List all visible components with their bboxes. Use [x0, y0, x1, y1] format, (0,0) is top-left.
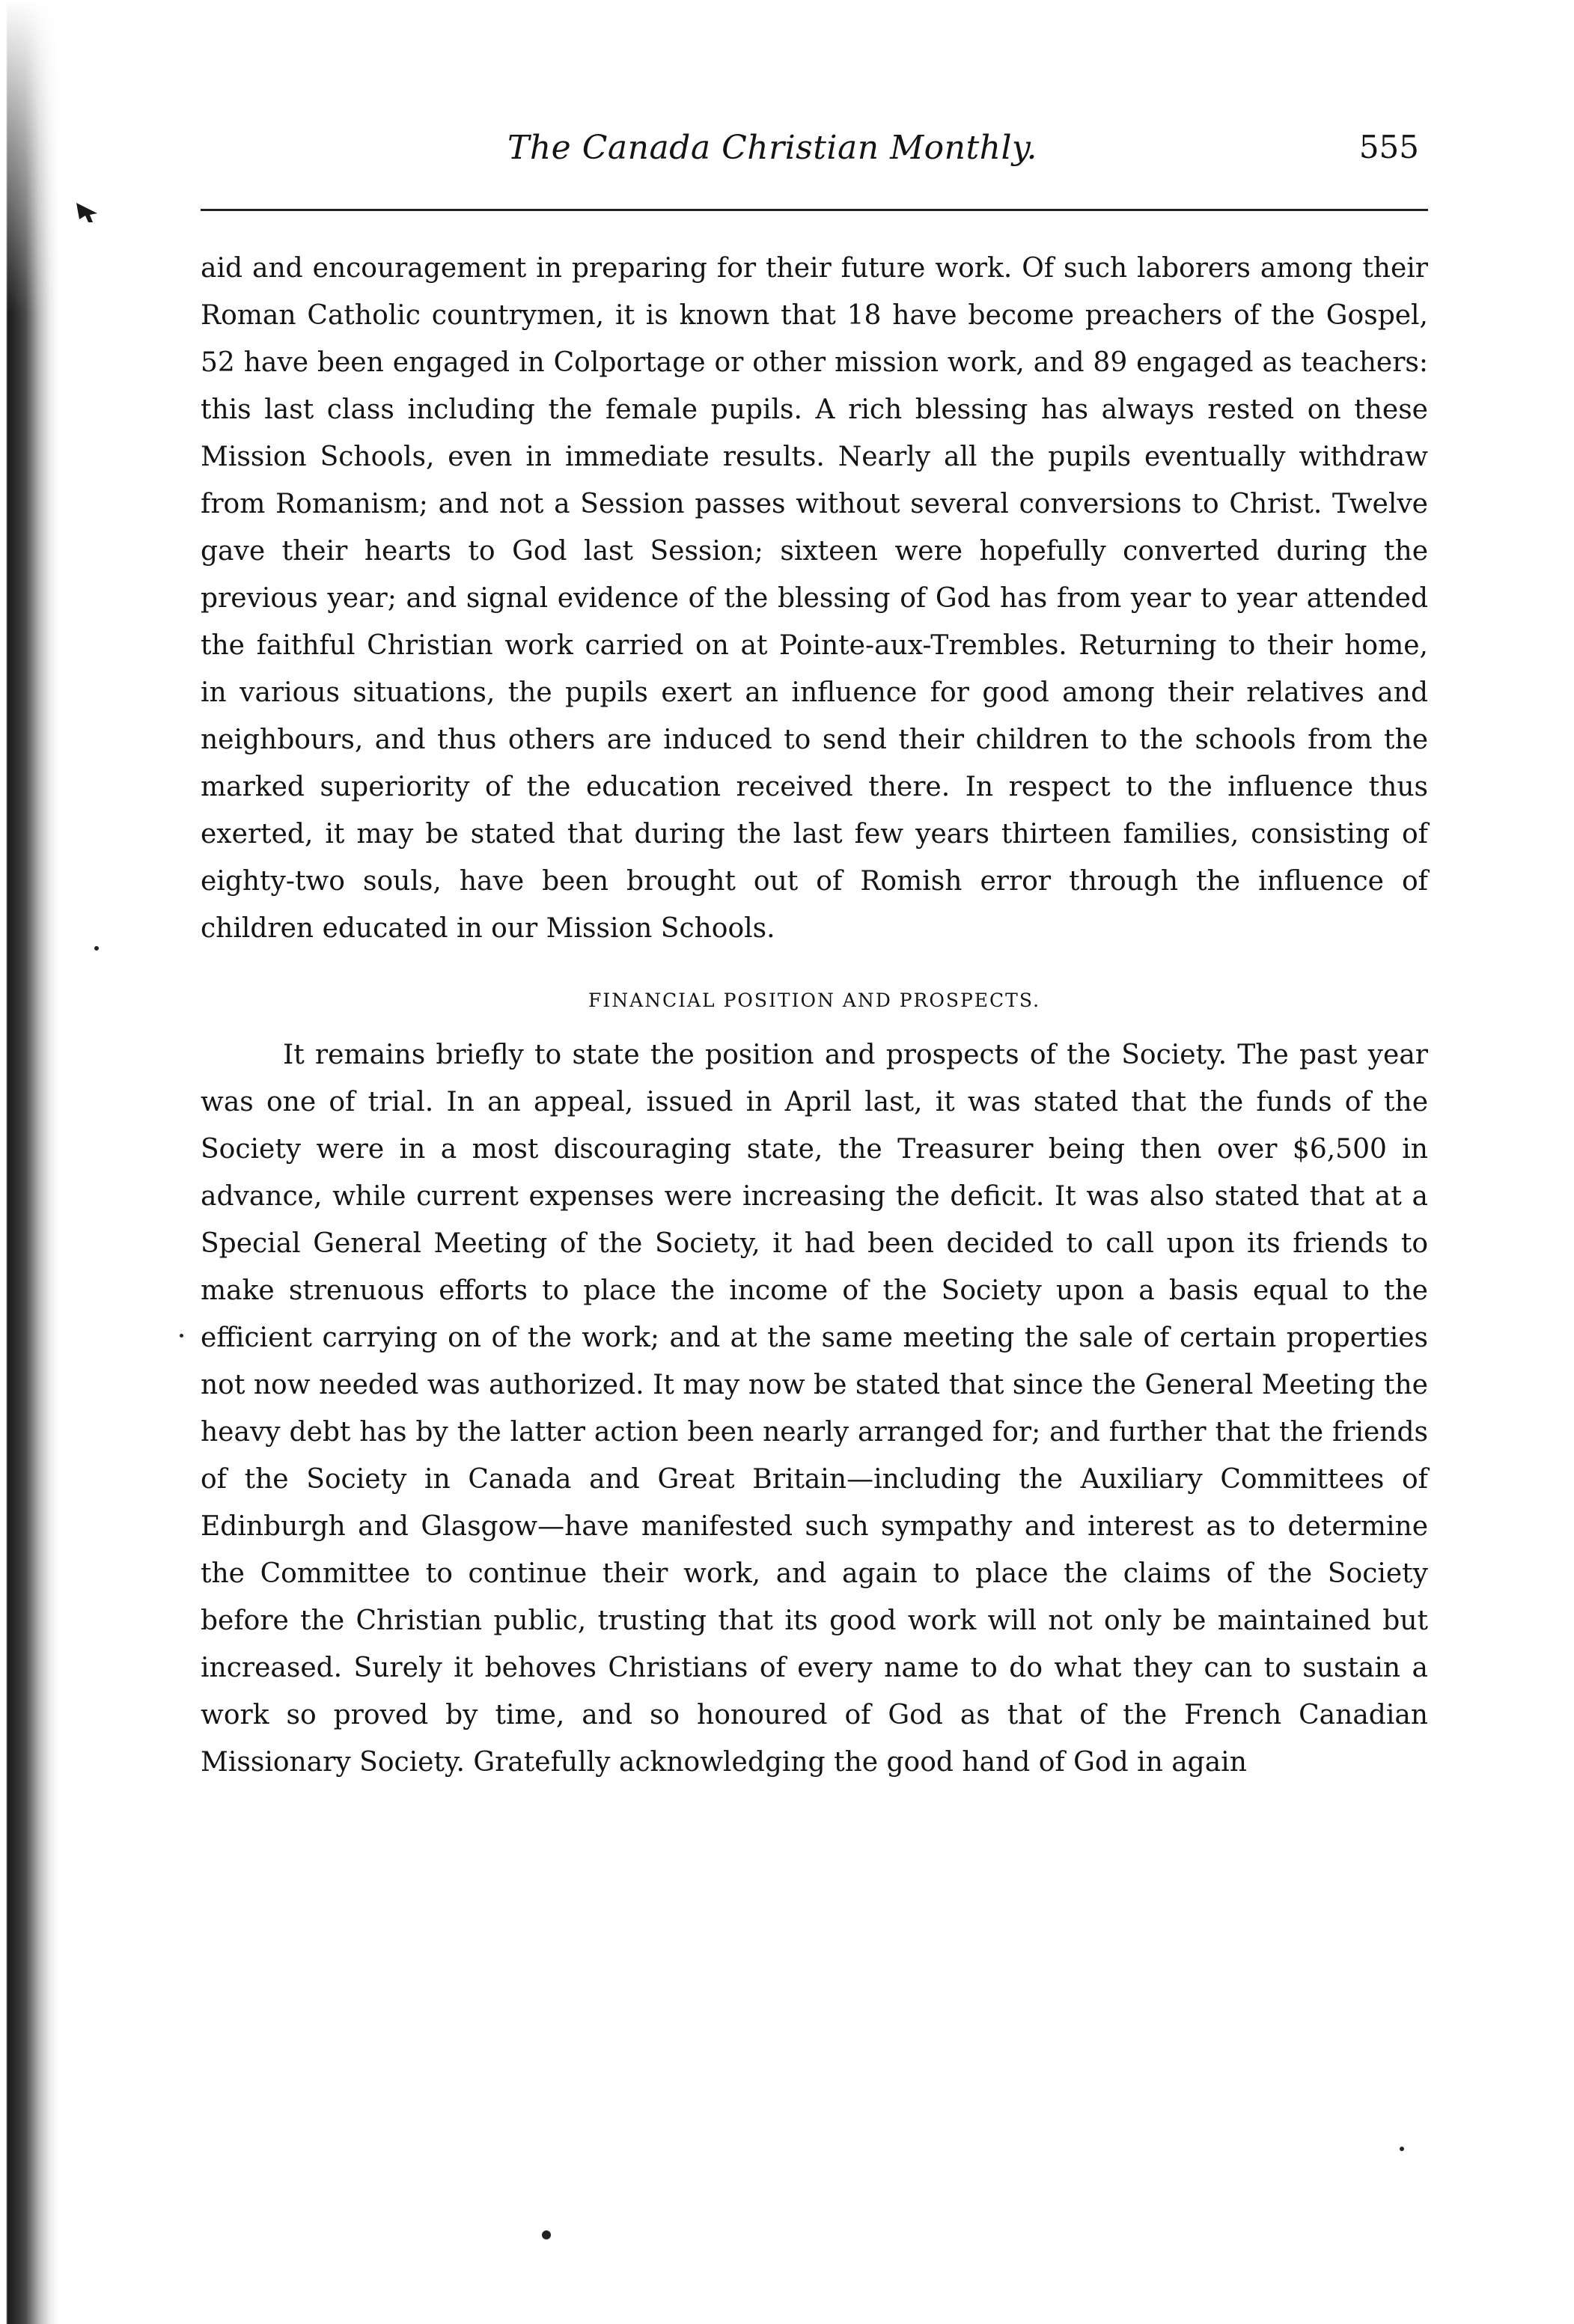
scan-speck [94, 946, 99, 951]
article-body [201, 245, 1428, 1786]
scan-mark-arrow-icon [75, 198, 100, 224]
scan-speck [1400, 2147, 1404, 2151]
body-paragraph-2: It remains briefly to state the position and prospects of the Society. The past year was one of trial. In an appeal, issued in April last, it was stated that the funds of the Society were in a most discouraging state, the Treasurer being then over $6,500 in advance, while current expenses were increasing the deficit. It was also stated that at a Special General Meeting of the Society, it had been decided to call upon its friends to make strenuous efforts to place the income of the Society upon a basis equal to the efficient carrying on of the work; and at the same meeting the sale of certain properties not now needed was authorized. It may now be stated that since the General Meeting the heavy debt has by the latter action been nearly arranged for; and further that the friends of the Society in Canada and Great Britain—including the Auxiliary Committees of Edinburgh and Glasgow—have manifested such sympathy and interest as to determine the Committee to continue their work, and again to place the claims of the Society before the Christian public, trusting that its good work will not only be maintained but increased. Surely it behoves Christians of every name to do what they can to sustain a work so proved by time, and so honoured of God as that of the French Canadian Missionary Society. Gratefully acknowledging the good hand of God in again [201, 1040, 1428, 1778]
running-header [201, 126, 1428, 186]
page-number: 555 [1358, 129, 1419, 165]
scan-speck [542, 2230, 551, 2239]
scan-speck [180, 1334, 183, 1338]
binding-edge-fade [0, 0, 58, 314]
running-title: The Canada Christian Monthly. [507, 129, 1038, 167]
body-paragraph-1: aid and encouragement in preparing for their future work. Of such laborers among their Roman Catholic countrymen, it is known that 18 have become preachers of the Gospel, 52 have been engaged in Colportage or other mission work, and 89 engaged as teachers: this last class including the female pupils. A rich blessing has always rested on these Mission Schools, even in immediate results. Nearly all the pupils eventually withdraw from Romanism; and not a Session passes without several conversions to Christ. Twelve gave their hearts to God last Session; sixteen were hopefully converted during the previous year; and signal evidence of the blessing of God has from year to year attended the faithful Christian work carried on at Pointe-aux-Trembles. Returning to their home, in various situations, the pupils exert an influence for good among their relatives and neighbours, and thus others are induced to send their children to the schools from the marked superiority of the education received there. In respect to the influence thus exerted, it may be stated that during the last few years thirteen families, consisting of eighty-two souls, have been brought out of Romish error through the influence of children educated in our Mission Schools. [201, 253, 1428, 944]
scanned-binding-edge [0, 0, 58, 2324]
header-rule [201, 209, 1428, 211]
section-heading: FINANCIAL POSITION AND PROSPECTS. [588, 989, 1041, 1011]
